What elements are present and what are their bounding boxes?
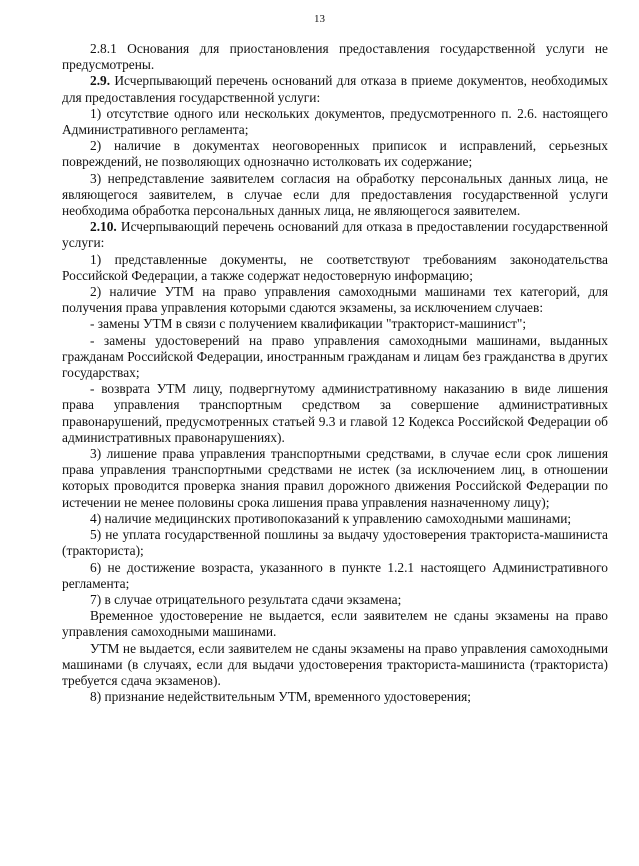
- paragraph-text: Исчерпывающий перечень оснований для отказа в предоставлении государственной услуги:: [62, 219, 608, 251]
- paragraph-text: 5) не уплата государственной пошлины за выдачу удостоверения тракториста-машиниста (тракториста);: [62, 527, 608, 559]
- paragraph: [62, 73, 608, 105]
- paragraph-text: 3) непредставление заявителем согласия на обработку персональных данных лица, не являющегося заявителем, в случае если для предоставления государственной услуги необходима обработка персональных данных лица, не являющегося заявителем.: [62, 170, 608, 219]
- paragraph: [62, 511, 608, 527]
- paragraph-text: 2) наличие в документах неоговоренных приписок и исправлений, серьезных повреждений, не позволяющих однозначно истолковать их содержание;: [62, 138, 608, 170]
- paragraph: [62, 608, 608, 640]
- paragraph: [62, 106, 608, 138]
- paragraph: [62, 641, 608, 690]
- paragraph-text: УТМ не выдается, если заявителем не сданы экзамены на право управления самоходными машинами (в случаях, если для выдачи удостоверения тракториста-машиниста (тракториста) требуется сдача экзаменов).: [62, 640, 608, 688]
- paragraph-text: 3) лишение права управления транспортными средствами, в случае если срок лишения права управления транспортными средствами не истек (за исключением лиц, в отношении которых проводится проверка знания правил дорожного движения Российской Федерации по истечении не менее половины срока лишения права управления назначенному лицу);: [62, 446, 608, 510]
- paragraph: [62, 316, 608, 332]
- paragraph: [62, 333, 608, 382]
- paragraph: [62, 41, 608, 73]
- page-number: 13: [314, 13, 325, 25]
- paragraph-text: - замены удостоверений на право управления самоходными машинами, выданных гражданам Российской Федерации, иностранным гражданам и лицам без гражданства в других государствах;: [62, 332, 608, 381]
- document-body: [62, 41, 608, 705]
- paragraph-text: Исчерпывающий перечень оснований для отказа в приеме документов, необходимых для предоставления государственной услуги:: [62, 73, 608, 105]
- paragraph: [62, 252, 608, 284]
- paragraph: [62, 527, 608, 559]
- paragraph: [62, 219, 608, 251]
- paragraph: [62, 284, 608, 316]
- paragraph-text: 1) отсутствие одного или нескольких документов, предусмотренного п. 2.6. настоящего Административного регламента;: [62, 105, 608, 138]
- paragraph-text: 8) признание недействительным УТМ, временного удостоверения;: [90, 689, 471, 705]
- section-number: 2.10.: [90, 219, 117, 235]
- paragraph-text: 4) наличие медицинских противопоказаний к управлению самоходными машинами;: [90, 510, 572, 526]
- paragraph-text: 6) не достижение возраста, указанного в пункте 1.2.1 настоящего Административного регламента;: [62, 559, 608, 591]
- paragraph: [62, 592, 608, 608]
- paragraph-text: - возврата УТМ лицу, подвергнутому административному наказанию в виде лишения права управления транспортным средством за совершение административных правонарушений, предусмотренных статьей 9.3 и главой 12 Кодекса Российской Федерации об административных правонарушениях).: [62, 381, 608, 445]
- paragraph: [62, 689, 608, 705]
- paragraph: [62, 560, 608, 592]
- paragraph: [62, 446, 608, 511]
- section-number: 2.9.: [90, 73, 111, 89]
- paragraph-text: 1) представленные документы, не соответствуют требованиям законодательства Российской Федерации, а также содержат недостоверную информацию;: [62, 251, 608, 283]
- paragraph-text: 7) в случае отрицательного результата сдачи экзамена;: [90, 591, 402, 607]
- paragraph-text: Временное удостоверение не выдается, если заявителем не сданы экзамены на право управления самоходными машинами.: [62, 608, 608, 640]
- paragraph-text: - замены УТМ в связи с получением квалификации "тракторист-машинист";: [90, 316, 527, 332]
- paragraph-text: 2) наличие УТМ на право управления самоходными машинами тех категорий, для получения права управления которыми сдаются экзамены, за исключением случаев:: [62, 284, 608, 316]
- paragraph: [62, 171, 608, 220]
- paragraph-text: 2.8.1 Основания для приостановления предоставления государственной услуги не предусмотрены.: [62, 41, 608, 73]
- paragraph: [62, 138, 608, 170]
- paragraph: [62, 381, 608, 446]
